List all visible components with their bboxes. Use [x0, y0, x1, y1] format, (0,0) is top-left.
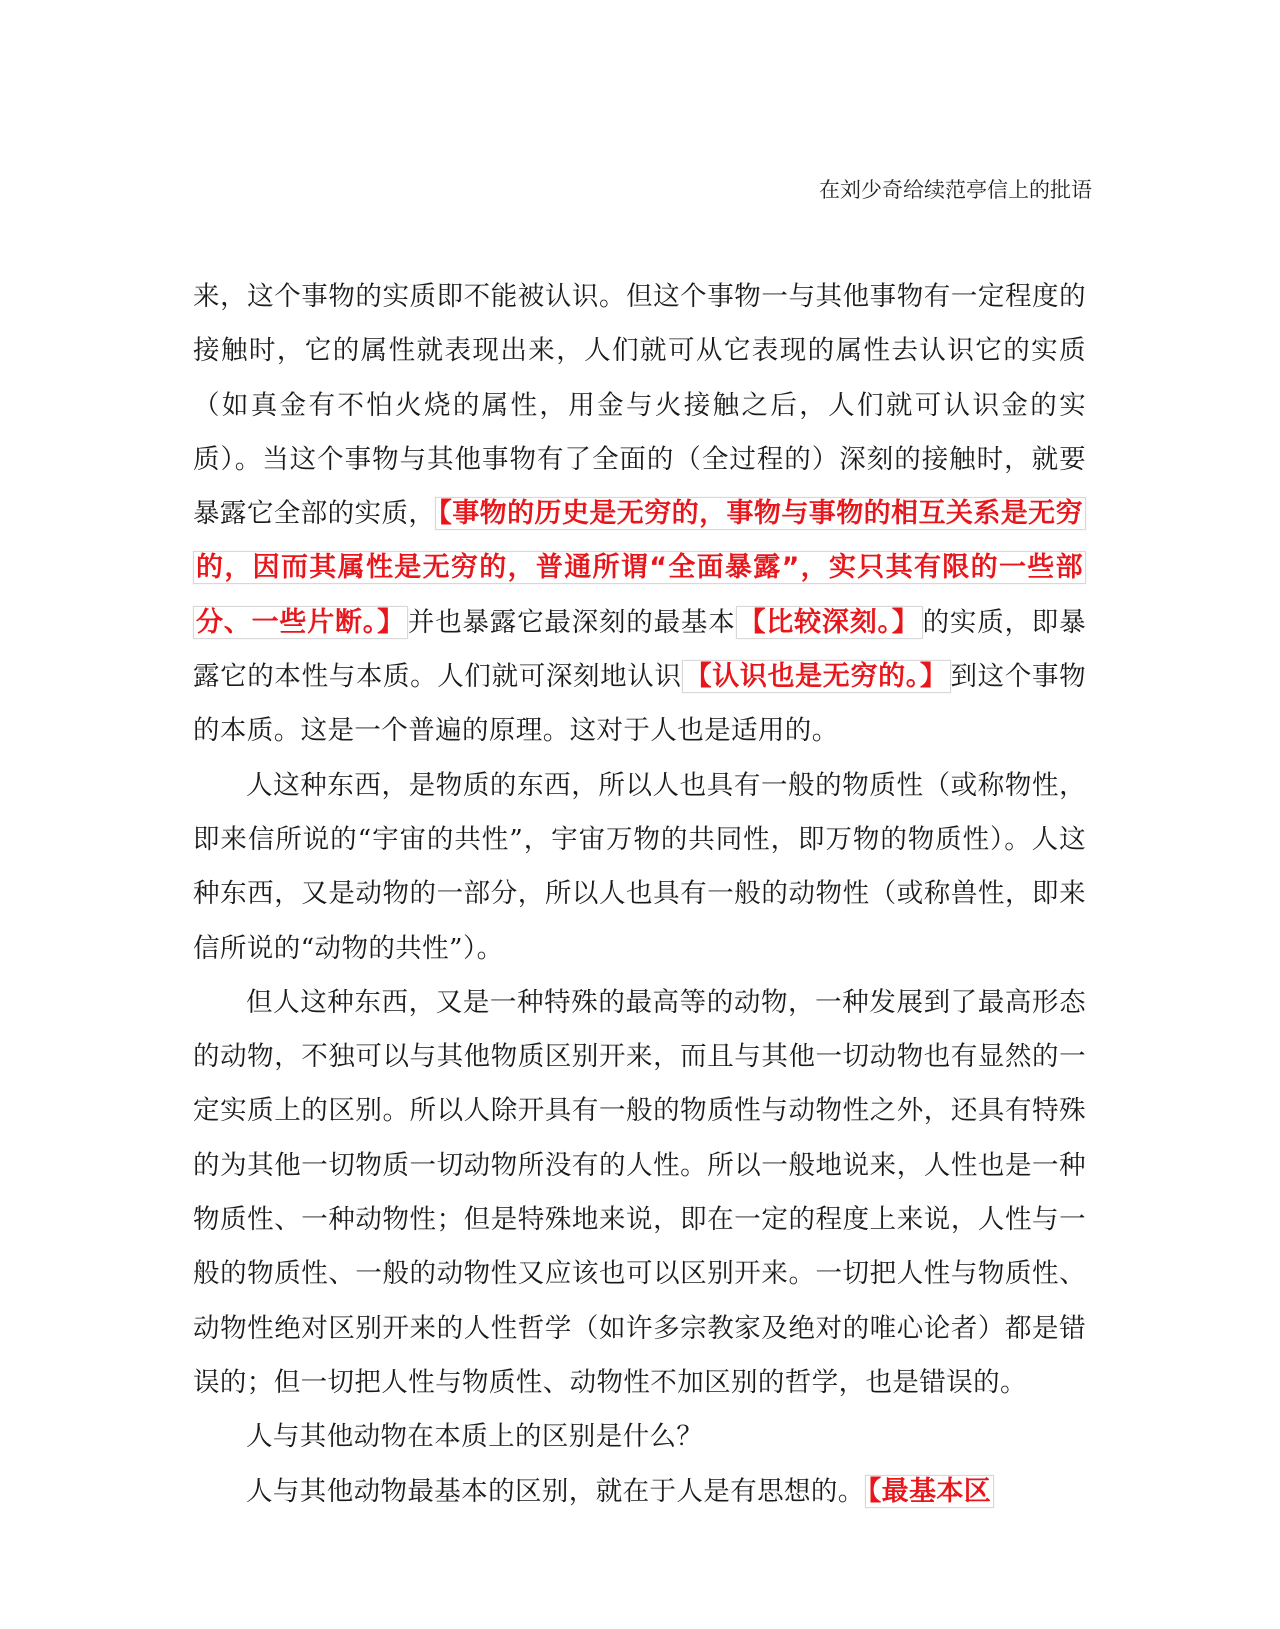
red-annotation-3: 【认识也是无穷的。】 — [682, 660, 951, 693]
text-segment: 来，这个事物的实质即不能被认识。但这个事物一与其他事物有一定程度的接触时，它的属性就表现出来，人们就可从它表现的属性去认识它的实质（如真金有不怕火烧的属性，用金与火接触之后，人们就可认识金的实质）。当这个事物与其他事物有了全面的（全过程的）深刻的接触时，就要暴露它全部的实质， — [193, 281, 1086, 530]
text-segment: 人与其他动物最基本的区别，就在于人是有思想的。 — [246, 1475, 865, 1507]
running-header: 在刘少奇给续范亭信上的批语 — [819, 179, 1092, 202]
text-segment: 到这个事物的本质。这是一个普遍的原理。这对于人也是适用的。 — [193, 661, 1087, 747]
text-segment: 并也暴露它最深刻的最基本 — [407, 606, 736, 638]
paragraph-1 — [193, 270, 1086, 759]
paragraph-2: 人这种东西，是物质的东西，所以人也具有一般的物质性（或称物性，即来信所说的“宇宙的共性”，宇宙万物的共同性，即万物的物质性）。人这种东西，又是动物的一部分，所以人也具有一般的动物性（或称兽性，即来信所说的“动物的共性”）。 — [193, 769, 1086, 964]
paragraph-5 — [193, 1465, 1086, 1519]
body-text — [193, 270, 1086, 1519]
red-annotation-1: 【事物的历史是无穷的，事物与事物的相互关系是无穷的，因而其属性是无穷的，普通所谓“全面暴露”，实只其有限的一些部分、一些片断。】 — [193, 497, 1086, 639]
red-annotation-2: 【比较深刻。】 — [736, 606, 923, 639]
paragraph-4: 人与其他动物在本质上的区别是什么？ — [246, 1421, 704, 1453]
red-annotation-4: 【最基本区 — [865, 1475, 995, 1508]
paragraph-3: 但人这种东西，又是一种特殊的最高等的动物，一种发展到了最高形态的动物，不独可以与其他物质区别开来，而且与其他一切动物也有显然的一定实质上的区别。所以人除开具有一般的物质性与动物性之外，还具有特殊的为其他一切物质一切动物所没有的人性。所以一般地说来，人性也是一种物质性、一种动物性；但是特殊地来说，即在一定的程度上来说，人性与一般的物质性、一般的动物性又应该也可以区别开来。一切把人性与物质性、动物性绝对区别开来的人性哲学（如许多宗教家及绝对的唯心论者）都是错误的；但一切把人性与物质性、动物性不加区别的哲学，也是错误的。 — [193, 986, 1086, 1398]
text-segment: 的实质，即暴露它的本性与本质。人们就可深刻地认识 — [193, 606, 1086, 693]
